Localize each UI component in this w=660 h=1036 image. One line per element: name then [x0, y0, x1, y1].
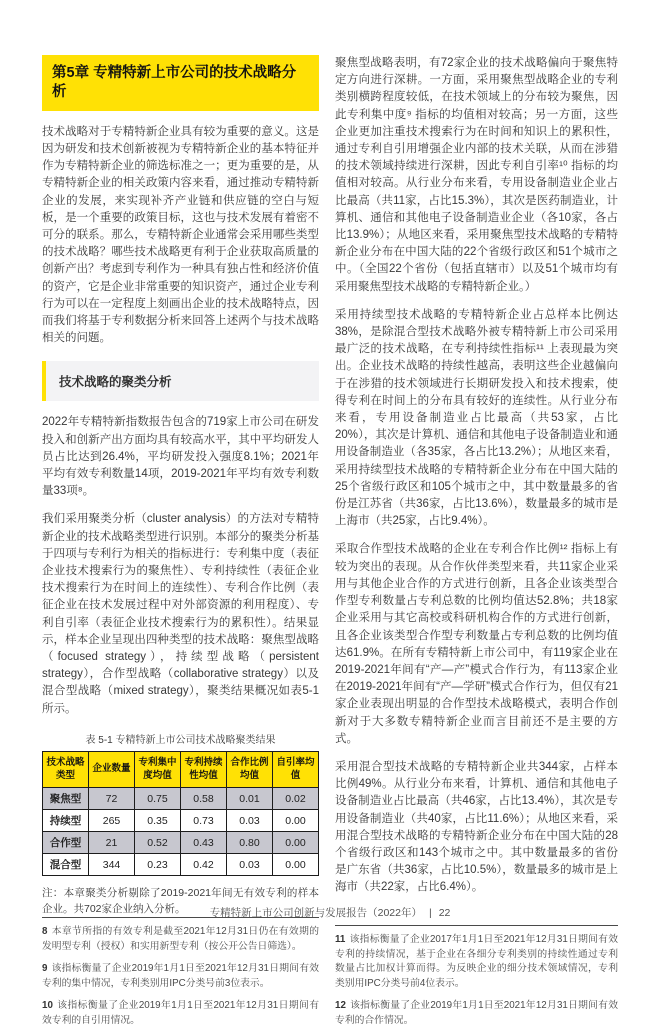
footer-divider: | [428, 907, 432, 919]
footer-page-number: 22 [438, 907, 451, 919]
footnote-text: 该指标衡量了企业2019年1月1日至2021年12月31日期间有效专利的集中情况，专利类别用IPC分类号前3位表示。 [42, 963, 319, 989]
body-paragraph: 技术战略对于专精特新企业具有较为重要的意义。这是因为研发和技术创新被视为专精特新企业的基本特征并作为专精特新企业的筛选标准之一；更为重要的是，从专精特新企业的相关政策内容来看，通过推动专精特新企业的发展，来实现补齐产业链和供应链的空白与短板，是一个重要的政策目标，这也与技术发展有着密不可分的联系。那么，专精特新企业通常会采用哪些类型的技术战略？哪些技术战略更有利于企业获取高质量的创新产出？考虑到专利作为一种具有独占性和经济价值的资产，它是企业非常重要的知识资产，通过企业专利行为可以在一定程度上刻画出企业的技术战略特点，因而我们将基于专利数据分析来回答上述两个与技术战略相关的问题。 [42, 125, 319, 345]
table-cell: 0.75 [135, 788, 181, 810]
footnote [42, 999, 319, 1028]
table-cell: 0.00 [273, 810, 319, 832]
strategy-cluster-table [42, 751, 319, 877]
section-heading [42, 361, 319, 401]
footnote-text: 该指标衡量了企业2019年1月1日至2021年12月31日期间有效专利的自引用情况。 [42, 1000, 319, 1026]
body-paragraph: 2022年专精特新指数报告包含的719家上市公司在研发投入和创新产出方面均具有较高水平，其中平均研发人员占比达到26.4%，平均研发投入强度8.1%；2021年平均有效专利数量14项，2019-2021年平均有效专利数量33项⁸。 [42, 416, 319, 498]
table-header-row [43, 751, 319, 788]
section-heading-label: 技术战略的聚类分析 [59, 375, 172, 390]
table-row [43, 810, 319, 832]
footnote [42, 962, 319, 991]
body-paragraph: 采用混合型技术战略的专精特新企业共344家，占样本比例49%。从行业分布来看，计算机、通信和其他电子设备制造业占比最高（共46家，占比13.4%），其次是专用设备制造业（共40家，占比11.6%）；从地区来看，采用混合型技术战略的专精特新企业分布在中国大陆的28个省级行政区和143个城市之中。其中数量最多的省份是广东省（共36家，占比10.5%），数量最多的城市是上海市（共22家，占比6.4%）。 [335, 760, 618, 894]
body-paragraph: 聚焦型战略表明，有72家企业的技术战略偏向于聚焦特定方向进行深耕。一方面，采用聚焦型战略企业的专利类别横跨程度较低，在技术领域上的分布较为聚焦，因此专利集中度⁹ 指标的均值相对较高；另一方面，这些企业更加注重技术搜索行为在时间和知识上的累积性，通过专利自引用增强企业内部的技术关联，从而在涉猎的技术领域持续进行深耕，因此专利自引率¹⁰ 指标的均值相对较高。从行业分布来看，专用设备制造业企业占比最高（共11家，占比15.3%），其次是医药制造业，计算机、通信和其他电子设备制造业企业（各10家，各占比13.9%）；从地区来看，采用聚焦型技术战略的专精特新企业分布在中国大陆的22个省级行政区和51个城市之中。（全国22个省份（包括直辖市）以及51个城市均有采用聚焦型技术战略的专精特新企业。） [335, 57, 618, 293]
table-cell: 0.03 [227, 810, 273, 832]
table-cell: 0.03 [227, 854, 273, 876]
table-cell: 0.58 [181, 788, 227, 810]
footnote [335, 999, 618, 1028]
table-header-cell: 合作比例均值 [227, 751, 273, 788]
footnote-number: 10 [42, 1000, 53, 1012]
table-cell: 聚焦型 [43, 788, 89, 810]
footnotes-right [335, 925, 618, 1036]
table-header-cell: 企业数量 [89, 751, 135, 788]
table-cell: 0.73 [181, 810, 227, 832]
table-row [43, 788, 319, 810]
table-cell: 混合型 [43, 854, 89, 876]
table-cell: 0.02 [273, 788, 319, 810]
table-cell: 0.01 [227, 788, 273, 810]
table-header-cell: 技术战略类型 [43, 751, 89, 788]
chapter-banner: 第5章 专精特新上市公司的技术战略分析 [42, 55, 319, 111]
table-cell: 0.00 [273, 854, 319, 876]
table-cell: 21 [89, 832, 135, 854]
footnote-text: 本章节所指的有效专利是截至2021年12月31日仍在有效期的发明型专利（授权）和实用新型专利（按公开公告日筛选）。 [42, 926, 319, 952]
table-cell: 0.00 [273, 832, 319, 854]
footnote-number: 9 [42, 963, 48, 975]
table-cell: 265 [89, 810, 135, 832]
footnote-number: 11 [335, 934, 346, 946]
table-cell: 344 [89, 854, 135, 876]
page-footer [0, 905, 660, 920]
table-cell: 持续型 [43, 810, 89, 832]
table-header-cell: 自引率均值 [273, 751, 319, 788]
body-paragraph: 采取合作型技术战略的企业在专利合作比例¹² 指标上有较为突出的表现。从合作伙伴类型来看，共11家企业采用与其他企业合作的方式进行创新，且各企业该类型合作型专利数量占专利总数的比例均值达52.8%；共18家企业采用与其它高校或科研机构合作的方式进行创新，且各企业该类型合作型专利数量占专利总数的比例均值达61.9%。在所有专精特新上市公司中，有119家企业在2019-2021年间有“产—产”模式合作行为，有113家企业在2019-2021年间有“产—学研”模式合作行为，但仅有21家企业表现出明显的合作型技术战略模式，表明合作创新对于大多数专精特新企业而言目前还不是主要的方式。 [335, 543, 618, 745]
footer-report-title: 专精特新上市公司创新与发展报告（2022年） [209, 907, 422, 919]
body-paragraph: 我们采用聚类分析（cluster analysis）的方法对专精特新企业的技术战略类型进行识别。本部分的聚类分析基于四项与专利行为相关的指标进行：专利集中度（表征企业技术搜索行为的聚焦性）、专利持续性（表征企业技术搜索行为在时间上的连续性）、专利合作比例（表征企业在技术发展过程中对外部资源的利用程度）、专利自引率（表征企业技术搜索行为的累积性）。结果显示，样本企业呈现出四种类型的技术战略：聚焦型战略（focused strategy），持续型战略（persistent strategy），合作型战略（collaborative strategy）以及混合型战略（mixed strategy），聚类结果概况如表5-1所示。 [42, 513, 319, 715]
footnotes-left [42, 917, 319, 1036]
body-paragraph: 采用持续型技术战略的专精特新企业占总样本比例达38%，是除混合型技术战略外被专精特新上市公司采用最广泛的技术战略，在专利持续性指标¹¹ 上表现最为突出。企业技术战略的持续性越高，表明这些企业越偏向于在涉猎的技术领域进行长期研发投入和技术搜索，使得专利在时间上的分布具有较好的连续性。从行业分布来看，专用设备制造业占比最高（共53家，占比20%），其次是计算机、通信和其他电子设备制造业和通用设备制造业（各35家，各占比13.2%）；从地区来看，采用持续型技术战略的专精特新企业分布在中国大陆的25个省级行政区和105个城市之中，其中数量最多的省份是江苏省（共36家，占比13.6%），数量最多的城市是上海市（共25家，占比9.4%）。 [335, 308, 618, 528]
table-cell: 0.42 [181, 854, 227, 876]
table-cell: 合作型 [43, 832, 89, 854]
left-column [42, 55, 319, 1036]
footnote-text: 该指标衡量了企业2017年1月1日至2021年12月31日期间有效专利的持续情况，基于企业在各细分专利类别的持续性通过专利数量占比加权计算而得。为反映企业的细分技术领域情况，专利类别用IPC分类号前4位表示。 [335, 934, 618, 989]
right-column [335, 55, 618, 1036]
table-row [43, 854, 319, 876]
table-header-cell: 专利集中度均值 [135, 751, 181, 788]
table-note: 注：本章聚类分析剔除了2019-2021年间无有效专利的样本企业。共702家企业纳入分析。 [42, 887, 319, 916]
footnote [42, 925, 319, 954]
footnote-number: 12 [335, 1000, 346, 1012]
table-cell: 0.80 [227, 832, 273, 854]
yellow-accent-bar [42, 361, 46, 401]
footnote-number: 8 [42, 926, 48, 938]
table-header-cell: 专利持续性均值 [181, 751, 227, 788]
table-caption: 表 5-1 专精特新上市公司技术战略聚类结果 [85, 734, 276, 746]
table-cell: 72 [89, 788, 135, 810]
footnote-text: 该指标衡量了企业2019年1月1日至2021年12月31日期间有效专利的合作情况。 [335, 1000, 618, 1026]
table-cell: 0.23 [135, 854, 181, 876]
footnote [335, 933, 618, 991]
table-row [43, 832, 319, 854]
table-cell: 0.35 [135, 810, 181, 832]
table-cell: 0.43 [181, 832, 227, 854]
table-cell: 0.52 [135, 832, 181, 854]
